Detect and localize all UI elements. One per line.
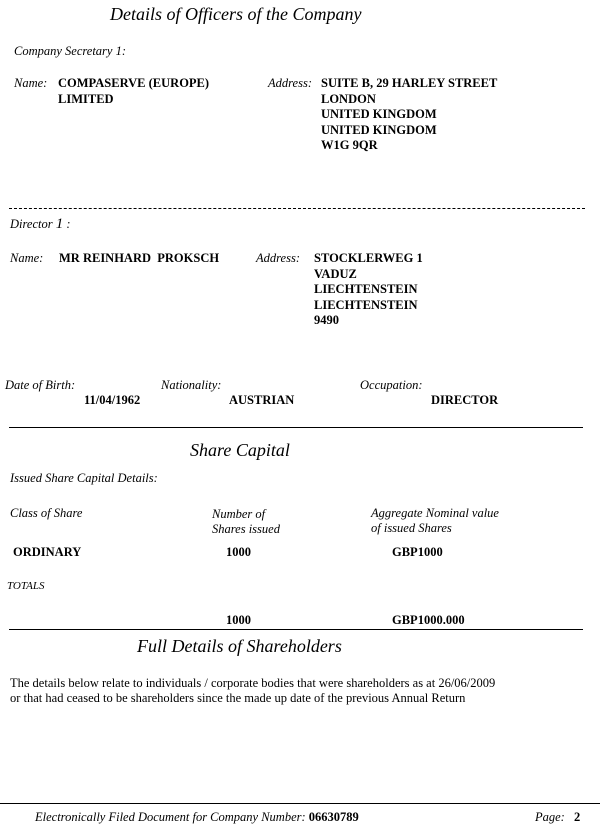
secretary-heading-label: Company Secretary: [14, 44, 113, 58]
secretary-name-line: COMPASERVE (EUROPE): [58, 76, 210, 90]
address-line: STOCKLERWEG 1: [314, 251, 423, 265]
shareholders-text: [10, 676, 495, 706]
footer-divider: [0, 803, 600, 804]
col-number-header: [212, 507, 280, 537]
address-line: UNITED KINGDOM: [321, 107, 437, 121]
share-class: ORDINARY: [13, 545, 82, 559]
secretary-number: 1:: [115, 44, 127, 58]
solid-divider: [9, 427, 583, 428]
text-line: The details below relate to individuals / corporate bodies that were shareholders as at 26/06/2009: [10, 676, 496, 690]
totals-label: TOTALS: [7, 580, 45, 592]
director-heading: [10, 216, 71, 233]
secretary-address-label: Address:: [268, 76, 312, 90]
address-line: SUITE B, 29 HARLEY STREET: [321, 76, 498, 90]
dashed-divider: [9, 208, 585, 209]
address-line: VADUZ: [314, 266, 357, 281]
col-value-header: [371, 506, 499, 536]
secretary-name-line: LIMITED: [58, 91, 114, 106]
share-value: GBP1000: [392, 545, 443, 559]
footer-label: Electronically Filed Document for Company Number:: [35, 810, 306, 824]
address-line: 9490: [314, 313, 339, 327]
director-number: 1: [55, 216, 64, 232]
secretary-name: [58, 76, 209, 107]
page-indicator: [535, 810, 580, 825]
page-number: 2: [573, 810, 581, 824]
total-value: GBP1000.000: [392, 613, 465, 627]
address-line: LIECHTENSTEIN: [314, 282, 418, 296]
header-line: Aggregate Nominal value: [371, 506, 499, 520]
total-number: 1000: [226, 613, 251, 627]
dob-value: 11/04/1962: [84, 393, 141, 407]
header-line: of issued Shares: [371, 521, 452, 535]
share-capital-heading: Share Capital: [190, 440, 290, 460]
nationality-label: Nationality:: [161, 378, 222, 392]
solid-divider: [9, 629, 583, 630]
header-line: Number of: [212, 507, 266, 521]
shareholders-heading: Full Details of Shareholders: [137, 636, 342, 656]
nationality-value: AUSTRIAN: [229, 393, 295, 407]
address-line: LONDON: [321, 91, 376, 106]
secretary-address: [321, 76, 497, 154]
director-name: MR REINHARD PROKSCH: [59, 251, 220, 265]
secretary-heading: [14, 44, 126, 59]
share-number: 1000: [226, 545, 251, 559]
company-number: 06630789: [308, 810, 359, 824]
share-capital-subheading: Issued Share Capital Details:: [10, 471, 158, 485]
address-line: UNITED KINGDOM: [321, 122, 437, 137]
page-title: Details of Officers of the Company: [110, 4, 362, 24]
address-line: W1G 9QR: [321, 138, 378, 152]
director-heading-label: Director: [10, 217, 53, 231]
address-line: LIECHTENSTEIN: [314, 297, 418, 312]
occupation-label: Occupation:: [360, 378, 423, 392]
dob-label: Date of Birth:: [5, 378, 76, 392]
page-label: Page:: [535, 810, 565, 824]
secretary-name-label: Name:: [14, 76, 48, 90]
director-number-suffix: :: [66, 217, 71, 231]
col-class-header: Class of Share: [10, 506, 83, 520]
text-line: or that had ceased to be shareholders since the made up date of the previous Annual Return: [10, 691, 466, 705]
footer-text: [35, 810, 359, 825]
director-address: [314, 251, 423, 329]
header-line: Shares issued: [212, 522, 280, 536]
director-address-label: Address:: [256, 251, 300, 265]
director-name-label: Name:: [10, 251, 44, 265]
occupation-value: DIRECTOR: [431, 393, 499, 407]
